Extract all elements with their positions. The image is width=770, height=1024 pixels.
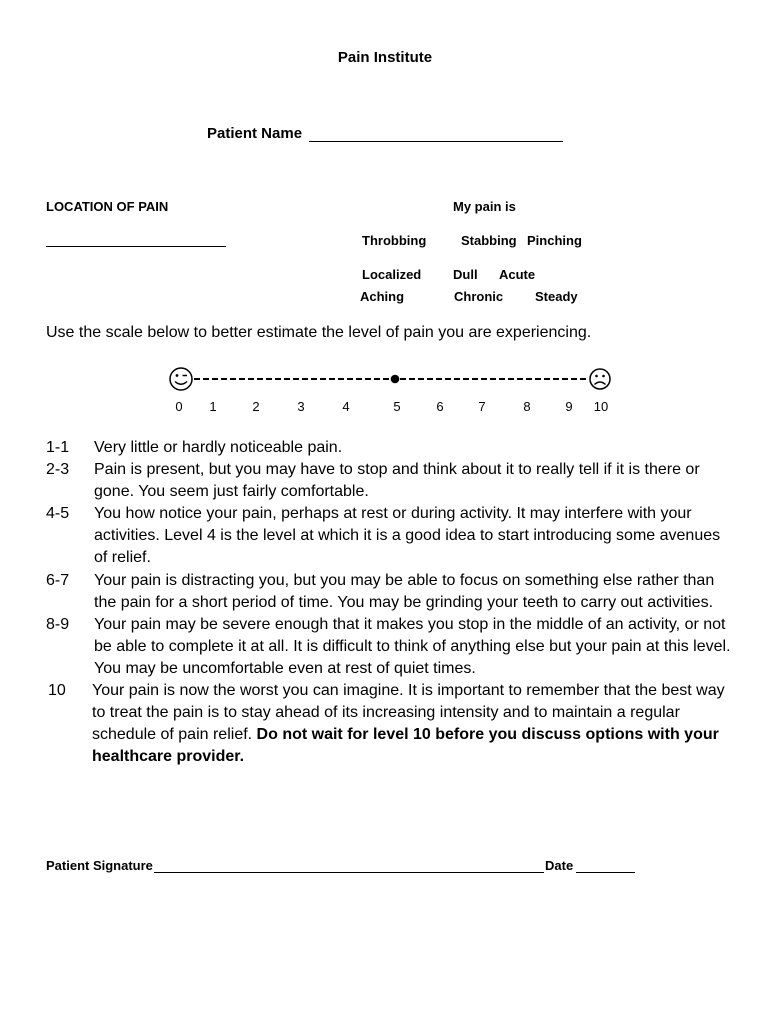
pain-level-range: 6-7 — [46, 571, 70, 589]
scale-instructions: Use the scale below to better estimate the level of pain you are experiencing. — [46, 324, 592, 341]
pain-level-text: Your pain is now the worst you can imagine. It is important to remember that the best way to treat the pain is to stay ahead of its increasing intensity and to maintain a regular schedule of pain relief. — [92, 682, 725, 744]
pain-level-item — [46, 570, 736, 614]
patient-name-label: Patient Name — [207, 125, 303, 142]
pain-level-description: You how notice your pain, perhaps at rest or during activity. It may interfere with your activities. Level 4 is the level at which it is a good idea to start introducing some avenues of relief. — [94, 505, 721, 567]
pain-level-item — [46, 459, 736, 503]
pain-scale-numbers — [0, 399, 770, 419]
location-of-pain-label: LOCATION OF PAIN — [46, 199, 169, 214]
pain-level-item — [46, 503, 736, 569]
frowning-face-icon — [590, 369, 610, 389]
pain-level-description: Your pain is distracting you, but you may be able to focus on something else rather than the pain for a short period of time. You may be grinding your teeth to carry out activities. — [94, 571, 715, 611]
pain-scale-line — [160, 364, 620, 396]
scale-number: 10 — [593, 399, 609, 414]
scale-number: 4 — [342, 399, 350, 414]
pain-level-description — [92, 680, 736, 768]
dot-icon — [391, 375, 400, 384]
pain-type-stabbing: Stabbing — [461, 233, 517, 248]
page-title: Pain Institute — [337, 49, 433, 66]
scale-number: 7 — [478, 399, 486, 414]
patient-name-field[interactable] — [309, 141, 563, 142]
pain-level-descriptions — [46, 437, 736, 768]
patient-signature-label: Patient Signature — [46, 858, 153, 873]
scale-number: 0 — [175, 399, 183, 414]
pain-level-range: 10 — [48, 682, 66, 700]
date-label: Date — [545, 858, 574, 873]
pain-level-range: 4-5 — [46, 505, 70, 523]
pain-level-item — [46, 680, 736, 768]
scale-number: 9 — [565, 399, 573, 414]
pain-type-throbbing: Throbbing — [362, 233, 427, 248]
scale-number: 5 — [393, 399, 401, 414]
pain-level-range: 8-9 — [46, 615, 70, 633]
winking-smiley-face-icon — [170, 368, 192, 390]
pain-type-dull: Dull — [453, 267, 478, 282]
pain-type-steady: Steady — [535, 289, 578, 304]
scale-number: 8 — [523, 399, 531, 414]
location-of-pain-field[interactable] — [46, 246, 226, 247]
pain-type-acute: Acute — [499, 267, 536, 282]
scale-number: 1 — [209, 399, 217, 414]
scale-number: 3 — [297, 399, 305, 414]
pain-level-description: Your pain may be severe enough that it makes you stop in the middle of an activity, or not be able to complete it at all. It is difficult to think of anything else but your pain at this level. You may be uncomfortable even at rest of quiet times. — [94, 615, 731, 677]
pain-type-chronic: Chronic — [454, 289, 504, 304]
pain-level-item — [46, 614, 736, 680]
pain-level-description: Very little or hardly noticeable pain. — [94, 439, 343, 456]
pain-level-item — [46, 437, 736, 459]
patient-signature-field[interactable] — [154, 872, 544, 873]
pain-type-localized: Localized — [362, 267, 422, 282]
pain-level-warning: Do not wait for level 10 before you discuss options with your healthcare provider. — [92, 726, 719, 766]
my-pain-is-label: My pain is — [453, 199, 516, 214]
date-field[interactable] — [576, 872, 635, 873]
pain-level-range: 1-1 — [46, 439, 70, 456]
pain-type-aching: Aching — [360, 289, 405, 304]
pain-level-description: Pain is present, but you may have to stop and think about it to really tell if it is there or gone. You seem just fairly comfortable. — [94, 461, 700, 501]
scale-number: 2 — [252, 399, 260, 414]
pain-type-pinching: Pinching — [527, 233, 582, 248]
pain-level-range: 2-3 — [46, 461, 70, 479]
scale-number: 6 — [436, 399, 444, 414]
